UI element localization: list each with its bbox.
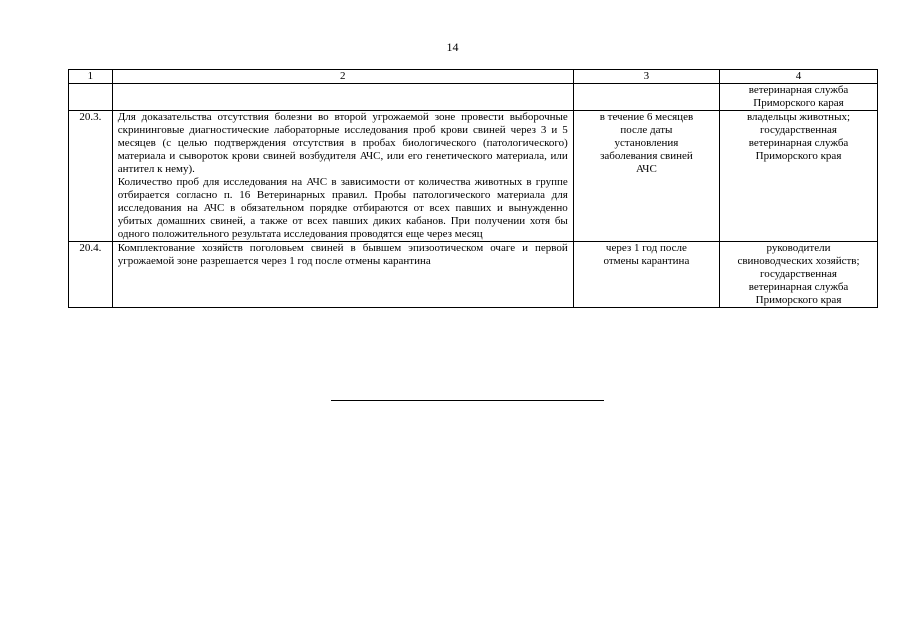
responsible-line: Приморского края (755, 150, 842, 162)
responsible-line: ветеринарная служба (748, 84, 849, 96)
measure-description-cell (112, 84, 573, 111)
row-number-cell: 20.3. (69, 111, 113, 242)
table-row-20-4 (69, 242, 878, 308)
responsible-cell (720, 84, 878, 111)
responsible-line: ветеринарная служба (748, 137, 849, 149)
measure-description-cell (112, 242, 573, 308)
description-paragraph: Количество проб для исследования на АЧС в зависимости от количества животных в группе отбирается согласно п. 16 Ветеринарных правил. Пробы патологического материала для исследования на АЧС в обязательном порядке отбираются от всех павших и вынужденно убитых домашних свиней, а также от всех павших диких кабанов. При получении хотя бы одного положительного результата исследования проводятся еще через месяц (117, 176, 568, 240)
column-header-3: 3 (573, 70, 719, 84)
deadline-line: через 1 год после (605, 242, 687, 254)
deadline-line: отмены карантина (603, 255, 690, 267)
row-number-cell: 20.4. (69, 242, 113, 308)
responsible-line: руководители (766, 242, 831, 254)
table-row-continuation (69, 84, 878, 111)
page-number: 14 (446, 40, 459, 54)
measure-description-cell (112, 111, 573, 242)
responsible-line: государственная (760, 268, 837, 280)
column-header-1: 1 (69, 70, 113, 84)
table-header-row (69, 70, 878, 84)
deadline-line: АЧС (636, 163, 657, 175)
deadline-line: после даты (620, 124, 673, 136)
deadline-line: заболевания свиней (600, 150, 693, 162)
responsible-line: Приморского края (755, 294, 842, 306)
measures-table (68, 69, 878, 308)
column-header-4: 4 (720, 70, 878, 84)
end-of-document-rule (331, 400, 604, 401)
description-paragraph: Комплектование хозяйств поголовьем свиней в бывшем эпизоотическом очаге и первой угрожаемой зоне разрешается через 1 год после отмены карантина (117, 242, 568, 267)
row-number-cell (69, 84, 113, 111)
responsible-cell (720, 111, 878, 242)
column-header-2: 2 (112, 70, 573, 84)
deadline-cell (573, 111, 719, 242)
deadline-cell (573, 84, 719, 111)
responsible-line: Приморского карая (753, 97, 844, 109)
deadline-line: установления (614, 137, 679, 149)
table-row-20-3 (69, 111, 878, 242)
deadline-line: в течение 6 месяцев (599, 111, 694, 123)
responsible-line: владельцы животных; (746, 111, 851, 123)
description-paragraph: Для доказательства отсутствия болезни во второй угрожаемой зоне провести выборочные скрининговые диагностические лабораторные исследования проб крови свиней через 3 и 5 месяцев (с целью подтверждения отсутствия в пробах биологического (патологического) материала и сывороток крови свиней возбудителя АЧС, или его генетического материала, или антител к нему). (117, 111, 568, 175)
responsible-cell (720, 242, 878, 308)
deadline-cell (573, 242, 719, 308)
responsible-line: ветеринарная служба (748, 281, 849, 293)
responsible-line: свиноводческих хозяйств; (737, 255, 860, 267)
responsible-line: государственная (760, 124, 837, 136)
